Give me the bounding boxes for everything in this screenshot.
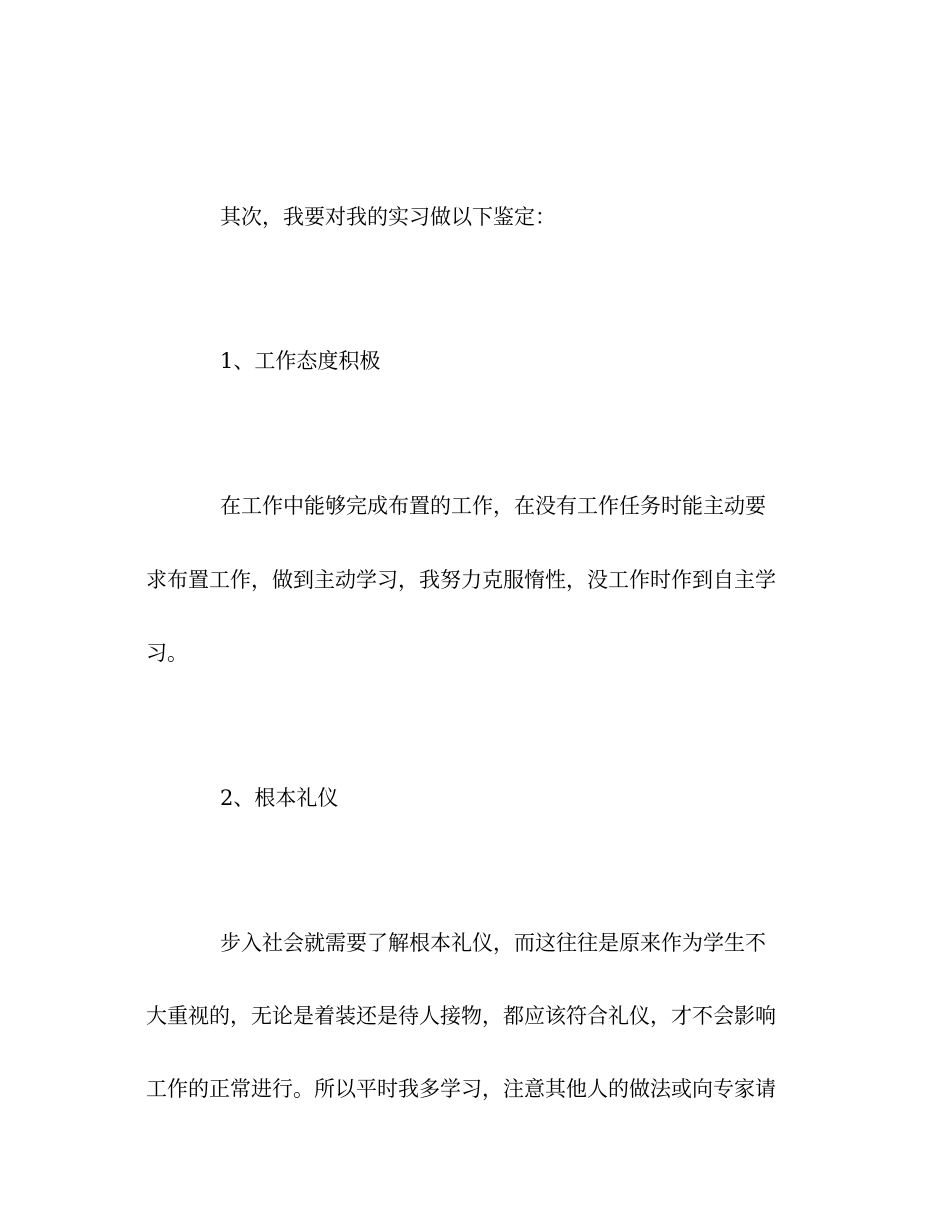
section-1-line-3: 习。 xyxy=(146,641,188,665)
section-2-line-2: 大重视的，无论是着装还是待人接物，都应该符合礼仪，才不会影响 xyxy=(146,1004,776,1028)
section-heading-2: 2、根本礼仪 xyxy=(220,786,339,810)
section-2-line-1: 步入社会就需要了解根本礼仪，而这往往是原来作为学生不 xyxy=(220,931,766,955)
section-heading-1: 1、工作态度积极 xyxy=(220,349,381,373)
intro-line: 其次，我要对我的实习做以下鉴定： xyxy=(220,205,556,229)
section-2-line-3: 工作的正常进行。所以平时我多学习，注意其他人的做法或向专家请 xyxy=(146,1077,776,1101)
section-1-line-1: 在工作中能够完成布置的工作，在没有工作任务时能主动要 xyxy=(220,494,766,518)
section-1-line-2: 求布置工作，做到主动学习，我努力克服惰性，没工作时作到自主学 xyxy=(146,568,776,592)
